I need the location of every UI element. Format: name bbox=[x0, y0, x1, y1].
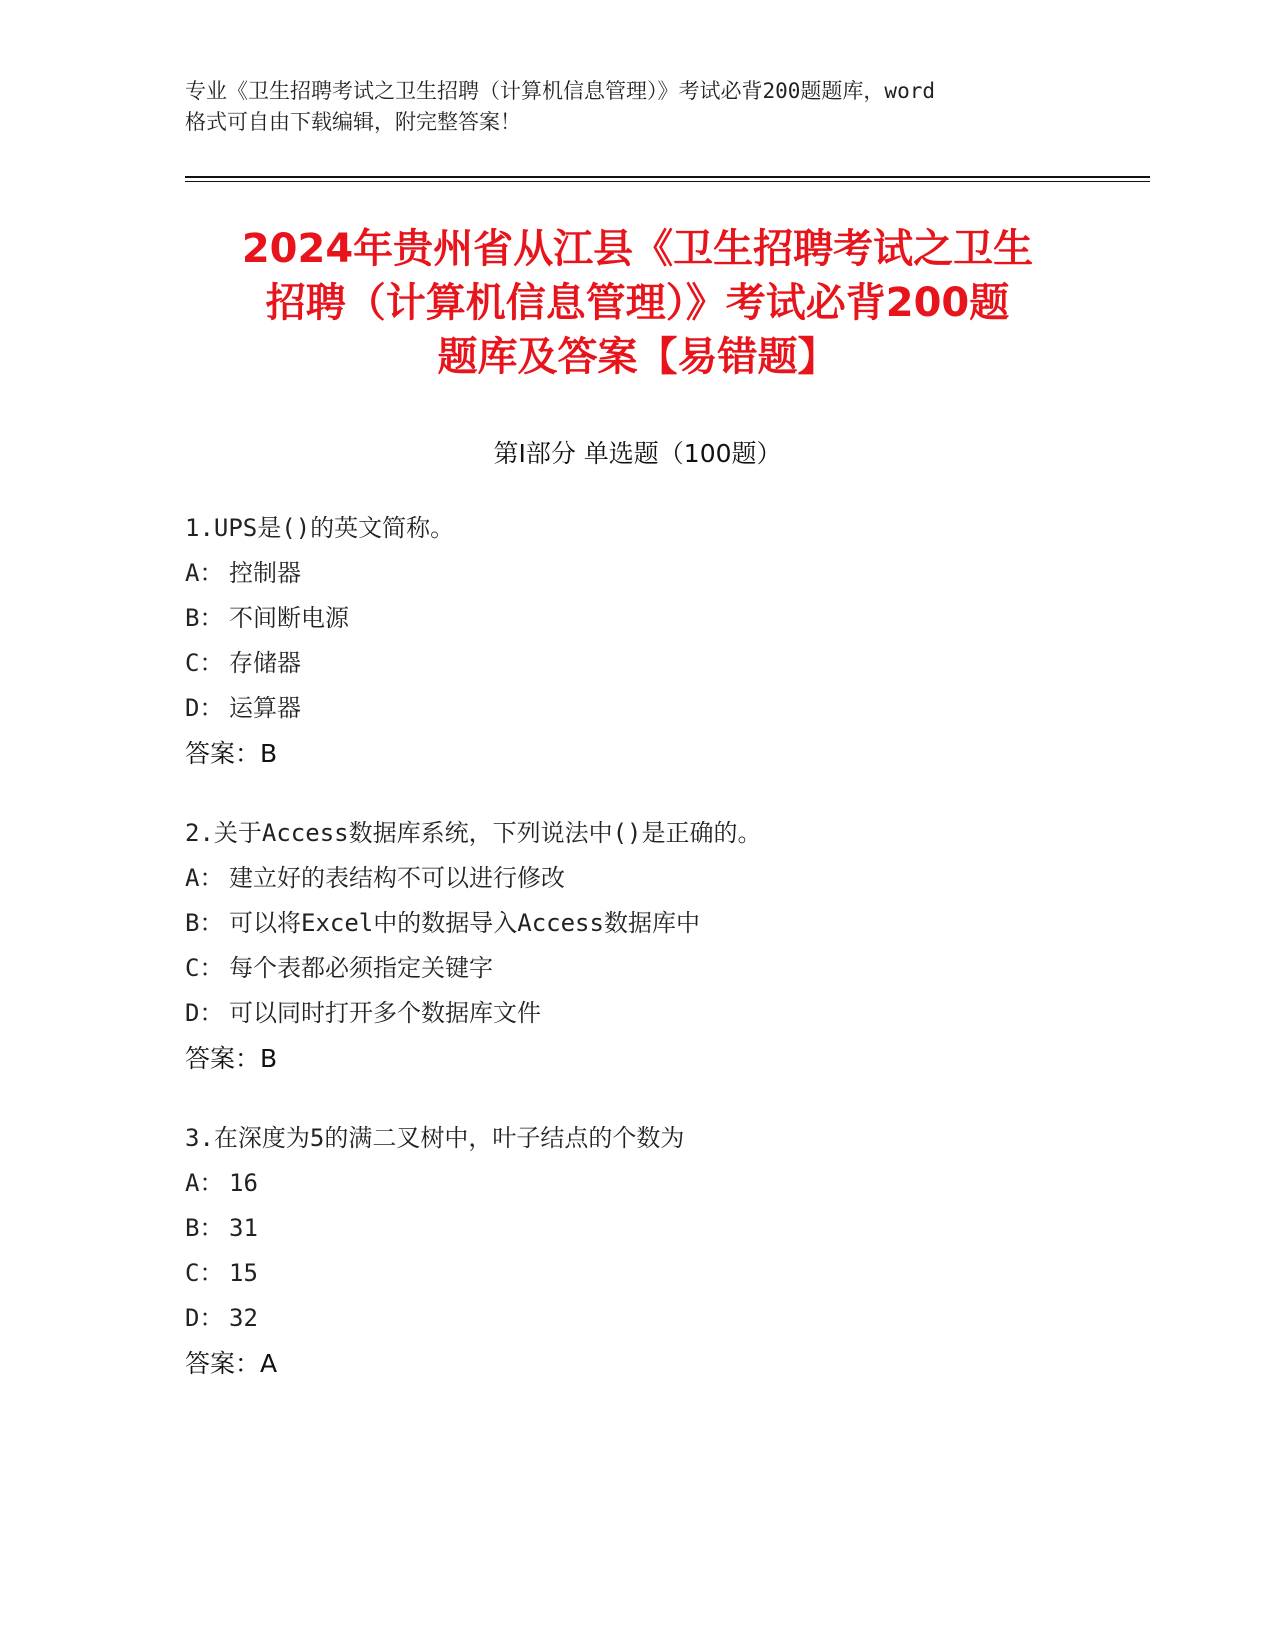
option-d bbox=[185, 991, 1145, 1036]
document-title-line-1: 2024年贵州省从江县《卫生招聘考试之卫生 bbox=[241, 226, 1034, 272]
option-key: A： bbox=[185, 1169, 224, 1197]
option-a bbox=[185, 856, 1145, 901]
header-note bbox=[185, 76, 1085, 138]
answer-label: 答案： bbox=[185, 739, 261, 768]
document-title-line-3: 题库及答案【易错题】 bbox=[437, 334, 838, 380]
question-stem: 3.在深度为5的满二叉树中，叶子结点的个数为 bbox=[185, 1124, 685, 1152]
option-key: A： bbox=[185, 559, 224, 587]
option-a bbox=[185, 1161, 1145, 1206]
header-note-line-2: 格式可自由下载编辑，附完整答案！ bbox=[185, 110, 521, 134]
option-key: B： bbox=[185, 909, 224, 937]
header-divider-thick bbox=[185, 176, 1150, 178]
answer-label: 答案： bbox=[185, 1044, 261, 1073]
option-text: 每个表都必须指定关键字 bbox=[229, 954, 493, 982]
document-title bbox=[180, 222, 1095, 384]
option-text: 32 bbox=[229, 1304, 258, 1332]
document-title-line-2: 招聘（计算机信息管理）》考试必背200题 bbox=[265, 280, 1010, 326]
option-c bbox=[185, 946, 1145, 991]
option-key: C： bbox=[185, 1259, 224, 1287]
option-key: A： bbox=[185, 864, 224, 892]
option-c bbox=[185, 1251, 1145, 1296]
header-divider-thin bbox=[185, 181, 1150, 182]
option-text: 可以同时打开多个数据库文件 bbox=[229, 999, 541, 1027]
question-2 bbox=[185, 811, 1145, 1081]
option-key: D： bbox=[185, 694, 224, 722]
answer-line bbox=[185, 1341, 1145, 1386]
section-title: 第Ⅰ部分 单选题（100题） bbox=[493, 439, 782, 468]
option-a bbox=[185, 551, 1145, 596]
answer-value: B bbox=[260, 739, 278, 768]
option-text: 可以将Excel中的数据导入Access数据库中 bbox=[229, 909, 700, 937]
option-b bbox=[185, 596, 1145, 641]
answer-label: 答案： bbox=[185, 1349, 261, 1378]
question-1 bbox=[185, 506, 1145, 776]
question-3 bbox=[185, 1116, 1145, 1386]
option-c bbox=[185, 641, 1145, 686]
option-key: C： bbox=[185, 954, 224, 982]
option-text: 15 bbox=[229, 1259, 258, 1287]
option-text: 运算器 bbox=[229, 694, 301, 722]
answer-line bbox=[185, 731, 1145, 776]
option-key: B： bbox=[185, 1214, 224, 1242]
answer-value: B bbox=[260, 1044, 278, 1073]
option-text: 16 bbox=[229, 1169, 258, 1197]
option-d bbox=[185, 1296, 1145, 1341]
option-text: 不间断电源 bbox=[229, 604, 349, 632]
option-d bbox=[185, 686, 1145, 731]
option-key: D： bbox=[185, 1304, 224, 1332]
option-b bbox=[185, 1206, 1145, 1251]
option-key: B： bbox=[185, 604, 224, 632]
option-text: 存储器 bbox=[229, 649, 301, 677]
answer-value: A bbox=[260, 1349, 278, 1378]
answer-line bbox=[185, 1036, 1145, 1081]
option-text: 控制器 bbox=[229, 559, 301, 587]
header-note-line-1: 专业《卫生招聘考试之卫生招聘（计算机信息管理）》考试必背200题题库，word bbox=[185, 79, 935, 103]
option-text: 31 bbox=[229, 1214, 258, 1242]
option-b bbox=[185, 901, 1145, 946]
option-text: 建立好的表结构不可以进行修改 bbox=[229, 864, 565, 892]
option-key: C： bbox=[185, 649, 224, 677]
option-key: D： bbox=[185, 999, 224, 1027]
question-stem: 2.关于Access数据库系统，下列说法中()是正确的。 bbox=[185, 819, 762, 847]
question-stem: 1.UPS是()的英文简称。 bbox=[185, 514, 455, 542]
